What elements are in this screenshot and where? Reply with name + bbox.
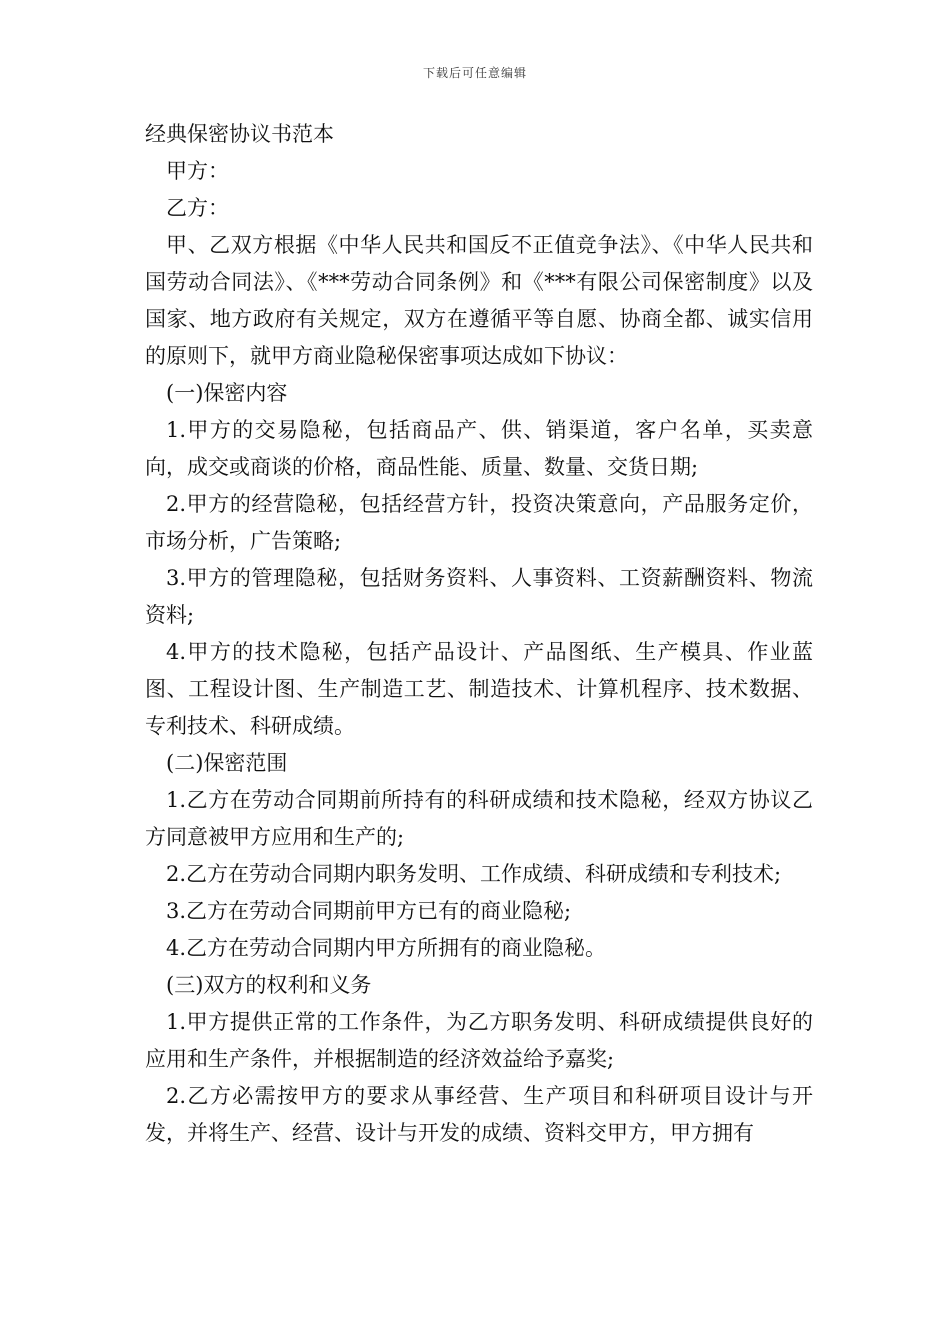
- party-a-line: 甲方：: [166, 159, 229, 183]
- clause-paragraph: 2.甲方的经营隐秘，包括经营方针，投资决策意向，产品服务定价，市场分析，广告策略;: [145, 492, 813, 553]
- section-heading: (三)双方的权利和义务: [166, 973, 372, 997]
- section-heading: (一)保密内容: [166, 381, 288, 405]
- section-heading: (二)保密范围: [166, 751, 288, 775]
- clause-paragraph: 3.乙方在劳动合同期前甲方已有的商业隐秘;: [166, 899, 572, 923]
- party-b-line: 乙方：: [166, 196, 229, 220]
- clause-paragraph: 2.乙方在劳动合同期内职务发明、工作成绩、科研成绩和专利技术;: [166, 862, 782, 886]
- page-header-note: 下载后可任意编辑: [422, 66, 527, 80]
- document-title: 经典保密协议书范本: [145, 122, 334, 146]
- clause-paragraph: 1.乙方在劳动合同期前所持有的科研成绩和技术隐秘，经双方协议乙方同意被甲方应用和生产的;: [145, 788, 813, 849]
- clause-paragraph: 1.甲方提供正常的工作条件，为乙方职务发明、科研成绩提供良好的应用和生产条件，并根据制造的经济效益给予嘉奖;: [145, 1010, 813, 1071]
- clause-paragraph: 1.甲方的交易隐秘，包括商品产、供、销渠道，客户名单，买卖意向，成交或商谈的价格，商品性能、质量、数量、交货日期;: [145, 418, 813, 479]
- clause-paragraph: 4.乙方在劳动合同期内甲方所拥有的商业隐秘。: [166, 936, 607, 960]
- document-body: [145, 116, 813, 1152]
- clause-paragraph: 3.甲方的管理隐秘，包括财务资料、人事资料、工资薪酬资料、物流资料;: [145, 566, 813, 627]
- preamble-paragraph: 甲、乙双方根据《中华人民共和国反不正值竞争法》、《中华人民共和国劳动合同法》、《***劳动合同条例》和《***有限公司保密制度》以及国家、地方政府有关规定，双方在遵循平等自愿、协商全都、诚实信用的原则下，就甲方商业隐秘保密事项达成如下协议：: [145, 233, 813, 368]
- clause-paragraph: 2.乙方必需按甲方的要求从事经营、生产项目和科研项目设计与开发，并将生产、经营、设计与开发的成绩、资料交甲方，甲方拥有: [145, 1084, 813, 1145]
- clause-paragraph: 4.甲方的技术隐秘，包括产品设计、产品图纸、生产模具、作业蓝图、工程设计图、生产制造工艺、制造技术、计算机程序、技术数据、专利技术、科研成绩。: [145, 640, 813, 738]
